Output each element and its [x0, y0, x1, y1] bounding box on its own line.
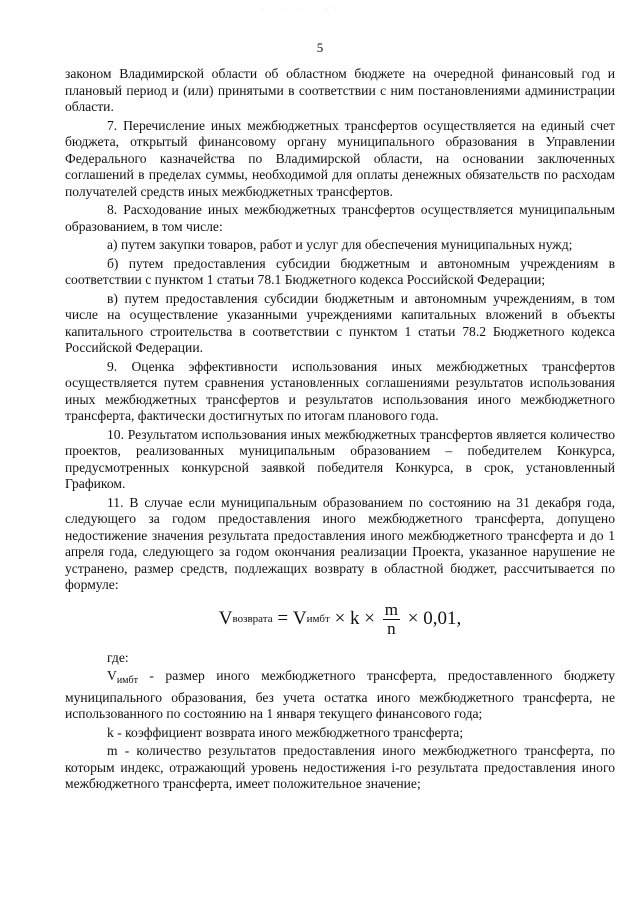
- paragraph-8a: а) путем закупки товаров, работ и услуг для обеспечения муниципальных нужд;: [107, 237, 573, 252]
- where-label: где:: [107, 649, 129, 665]
- formula-numerator: m: [384, 600, 398, 619]
- paragraph-10: 10. Результатом использования иных межбюджетных трансфертов является количество проектов, реализованных муниципальным образованием – победителем Конкурса, предусмотренных конкурсной заявкой победителя Конкурса, в срок, установленный Графиком.: [65, 426, 615, 491]
- paragraph-8b: б) путем предоставления субсидии бюджетным и автономным учреждениям в соответствии с пунктом 1 статьи 78.1 Бюджетного кодекса Российской Федерации;: [65, 255, 615, 287]
- scan-artifact: · ·˙·.·˙ ˙· · · ·.˙··: [262, 6, 343, 12]
- def-v-subscript: имбт: [116, 675, 138, 686]
- formula-sub-return: возврата: [232, 613, 273, 626]
- definition-k: k - коэффициент возврата иного межбюджетного трансферта;: [107, 724, 464, 740]
- paragraph-continuation: законом Владимирской области об областном бюджете на очередной финансовый год и плановый период и (или) принятыми в соответствии с ним постановлениями администрации области.: [65, 66, 615, 114]
- page-number: 5: [316, 40, 324, 55]
- formula-tail: × 0,01,: [403, 608, 462, 630]
- formula-sub-imbt: имбт: [306, 613, 330, 626]
- paragraph-7: 7. Перечисление иных межбюджетных трансфертов осуществляется на единый счет бюджета, открытый финансовому органу муниципального образования в Управлении Федерального казначейства по Владимирской области, на основании заключенных соглашений в пределах суммы, необходимой для оплаты денежных обязательств по расходам получателей средств иных межбюджетных трансфертов.: [65, 117, 615, 199]
- definition-v-imbt: [65, 668, 615, 723]
- paragraph-8: 8. Расходование иных межбюджетных трансфертов осуществляется муниципальным образованием, в том числе:: [65, 202, 615, 234]
- paragraph-11: 11. В случае если муниципальным образованием по состоянию на 31 декабря года, следующего за годом предоставления иного межбюджетного трансферта, допущено недостижение значения результата предоставления иного межбюджетного трансферта и до 1 апреля года, следующего за годом окончания реализации Проекта, указанное нарушение не устранено, размер средств, подлежащих возврату в областной бюджет, рассчитывается по формуле:: [65, 494, 615, 592]
- definition-m: m - количество результатов предоставления иного межбюджетного трансферта, по которым индекс, отражающий уровень недостижения i-го результата предоставления иного межбюджетного трансферта, имеет положительное значение;: [65, 743, 615, 791]
- formula-fraction: [383, 601, 400, 638]
- paragraph-9: 9. Оценка эффективности использования иных межбюджетных трансфертов осуществляется путем сравнения установленных соглашениями результатов использования иных межбюджетных трансфертов и результатов использования иного межбюджетного трансферта, фактически достигнутых по итогам планового года.: [65, 358, 615, 423]
- return-formula: [65, 598, 615, 642]
- document-body: [65, 66, 615, 795]
- def-v-symbol: V: [107, 668, 117, 683]
- paragraph-8c: в) путем предоставления субсидии бюджетным и автономным учреждениям, в том числе на осуществление указанными учреждениями капитальных вложений в объекты капитального строительства в соответствии с пунктом 1 статьи 78.2 Бюджетного кодекса Российской Федерации.: [65, 290, 615, 355]
- formula-denominator: n: [387, 619, 396, 638]
- formula-v: V: [218, 608, 233, 630]
- def-v-text: - размер иного межбюджетного трансферта, предоставленного бюджету муниципального образования, без учета остатка иного межбюджетного трансферта, не использованного по состоянию на 1 января текущего финансового года;: [65, 668, 615, 721]
- formula-times-k: × k ×: [329, 608, 380, 630]
- formula-v-imbt: V: [292, 608, 307, 630]
- formula-equals: =: [272, 608, 293, 630]
